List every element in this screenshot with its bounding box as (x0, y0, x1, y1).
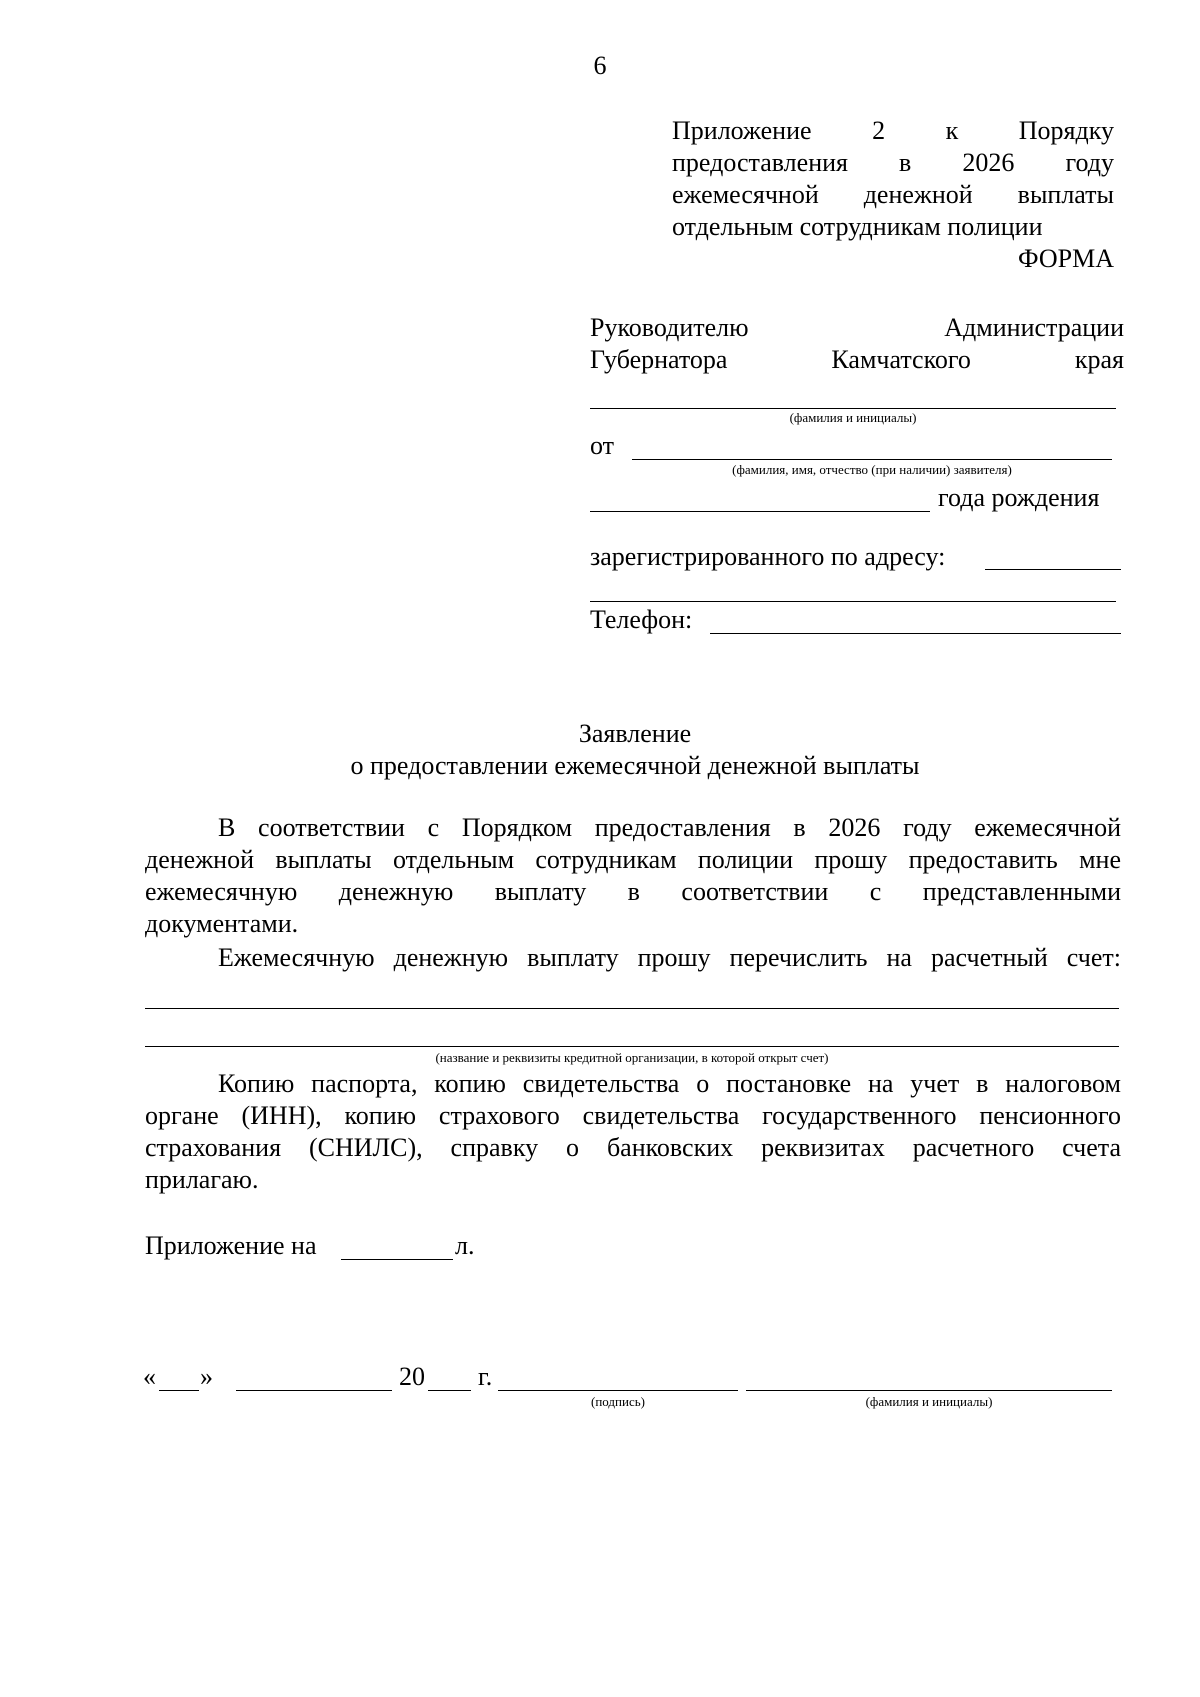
address-line-1[interactable] (985, 569, 1121, 570)
appendix-block (672, 115, 1114, 275)
attachment-suffix: л. (455, 1231, 475, 1260)
appendix-line: Приложение 2 к Порядку (672, 116, 1114, 145)
applicant-name-line[interactable] (632, 459, 1112, 460)
date-close-quote: » (200, 1362, 213, 1391)
signature-name-line[interactable] (746, 1390, 1112, 1391)
appendix-line: отдельным сотрудникам полиции (672, 212, 1043, 241)
body-paragraph-2: Ежемесячную денежную выплату прошу перечислить на расчетный счет: (218, 943, 1121, 972)
p1-line: документами. (145, 909, 299, 938)
form-label: ФОРМА (1018, 244, 1114, 273)
date-month-line[interactable] (236, 1390, 392, 1391)
signature-line[interactable] (498, 1390, 738, 1391)
phone-label: Телефон: (590, 605, 693, 634)
applicant-name-hint: (фамилия, имя, отчество (при наличии) заявителя) (732, 462, 1012, 477)
p3-line: органе (ИНН), копию страхового свидетельства государственного пенсионного (145, 1101, 1121, 1130)
body-paragraph-3 (145, 1068, 1121, 1196)
date-year-suffix: г. (478, 1362, 493, 1391)
addressee-name-hint: (фамилия и инициалы) (789, 410, 917, 425)
from-label: от (590, 431, 615, 460)
date-day-line[interactable] (159, 1390, 199, 1391)
signature-hint: (подпись) (591, 1394, 645, 1409)
bank-hint: (название и реквизиты кредитной организации, в которой открыт счет) (435, 1050, 829, 1065)
attachment-prefix: Приложение на (145, 1231, 317, 1260)
title-line-1: Заявление (578, 719, 692, 748)
attachment-pages-line[interactable] (341, 1259, 453, 1260)
address-label: зарегистрированного по адресу: (590, 542, 946, 571)
addressee-line: Руководителю Администрации (590, 313, 1124, 342)
page-number: 6 (593, 51, 607, 80)
document-title (0, 718, 1200, 782)
addressee-block (590, 312, 1124, 376)
p1-line: ежемесячную денежную выплату в соответствии с представленными (145, 877, 1121, 906)
body-paragraph-1 (145, 812, 1121, 940)
p3-line: Копию паспорта, копию свидетельства о постановке на учет в налоговом (218, 1069, 1121, 1098)
bank-account-line-2[interactable] (145, 1046, 1119, 1047)
date-year-prefix: 20 (399, 1362, 425, 1391)
date-year-line[interactable] (428, 1390, 471, 1391)
address-line-2[interactable] (590, 601, 1116, 602)
p1-line: денежной выплаты отдельным сотрудникам полиции прошу предоставить мне (145, 845, 1121, 874)
p3-line: прилагаю. (145, 1165, 259, 1194)
p3-line: страхования (СНИЛС), справку о банковских реквизитах расчетного счета (145, 1133, 1121, 1162)
birth-year-line[interactable] (590, 511, 930, 512)
addressee-name-line[interactable] (590, 408, 1116, 409)
phone-line[interactable] (710, 633, 1121, 634)
birth-year-label: года рождения (938, 483, 1100, 512)
date-open-quote: « (143, 1362, 156, 1391)
appendix-line: ежемесячной денежной выплаты (672, 180, 1114, 209)
addressee-line: Губернатора Камчатского края (590, 345, 1124, 374)
title-line-2: о предоставлении ежемесячной денежной выплаты (350, 751, 920, 780)
p1-line: В соответствии с Порядком предоставления в 2026 году ежемесячной (218, 813, 1121, 842)
signature-name-hint: (фамилия и инициалы) (865, 1394, 993, 1409)
bank-account-line-1[interactable] (145, 1008, 1119, 1009)
appendix-line: предоставления в 2026 году (672, 148, 1114, 177)
